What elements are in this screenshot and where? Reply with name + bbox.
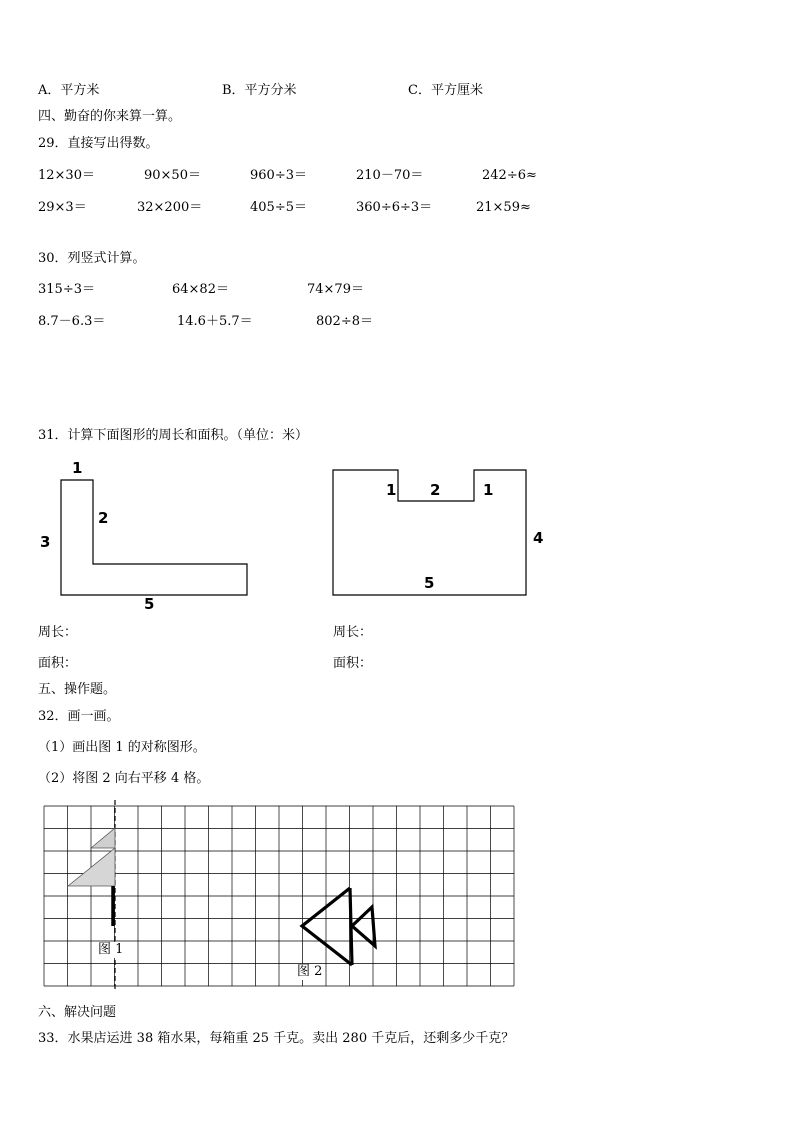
figure-2-big-triangle [302, 888, 352, 965]
area-label-2: 面积： [333, 656, 373, 671]
q29-expr: 12×30＝ [38, 168, 95, 183]
q30-expr: 14.6＋5.7＝ [177, 314, 253, 329]
fig1-label-inner: 2 [98, 509, 109, 527]
q29-expr: 210－70＝ [356, 168, 424, 183]
option-b: B．平方分米 [222, 83, 297, 98]
q30-expr: 74×79＝ [307, 282, 364, 297]
option-a: A．平方米 [38, 83, 100, 98]
q29-expr: 960÷3＝ [250, 168, 307, 183]
q30-expr: 8.7－6.3＝ [38, 314, 106, 329]
q29-expr: 90×50＝ [144, 168, 201, 183]
fig2-label-right: 4 [533, 529, 544, 547]
figure-1-upper-triangle [91, 828, 115, 848]
figure-1-caption: 图 1 [98, 942, 124, 957]
perimeter-label-1: 周长： [38, 625, 78, 640]
figure-1-lower-triangle [68, 848, 115, 886]
fig1-label-bottom: 5 [144, 595, 155, 613]
q32-part1: （1）画出图 1 的对称图形。 [38, 740, 206, 755]
fig2-label-notch-mid: 2 [430, 481, 441, 499]
fig2-label-notch-right: 1 [483, 481, 494, 499]
q29-expr: 242÷6≈ [482, 168, 537, 183]
section-5-title: 五、操作题。 [38, 682, 117, 697]
fig1-label-left: 3 [40, 533, 51, 551]
figure-2-small-triangle [352, 907, 375, 946]
section-4-title: 四、勤奋的你来算一算。 [38, 109, 182, 124]
q29-expr: 405÷5＝ [250, 200, 307, 215]
option-c: C．平方厘米 [408, 83, 483, 98]
figure-2-caption: 图 2 [297, 964, 323, 979]
area-label-1: 面积： [38, 656, 78, 671]
q31-title: 31．计算下面图形的周长和面积。（单位：米） [38, 428, 309, 443]
q30-title: 30．列竖式计算。 [38, 251, 146, 266]
q29-expr: 21×59≈ [476, 200, 531, 215]
perimeter-label-2: 周长： [333, 625, 373, 640]
q30-expr: 802÷8＝ [316, 314, 373, 329]
q29-title: 29．直接写出得数。 [38, 136, 159, 151]
fig2-label-notch-left: 1 [386, 481, 397, 499]
q30-expr: 64×82＝ [172, 282, 229, 297]
q29-expr: 360÷6÷3＝ [356, 200, 433, 215]
q29-expr: 29×3＝ [38, 200, 87, 215]
q33-text: 33．水果店运进 38 箱水果，每箱重 25 千克。卖出 280 千克后，还剩多少千克？ [38, 1031, 515, 1046]
q32-part2: （2）将图 2 向右平移 4 格。 [38, 771, 210, 786]
q30-expr: 315÷3＝ [38, 282, 95, 297]
q29-expr: 32×200＝ [137, 200, 203, 215]
section-6-title: 六、解决问题 [38, 1005, 117, 1020]
fig2-label-bottom: 5 [424, 574, 435, 592]
q32-title: 32．画一画。 [38, 709, 120, 724]
fig1-label-top: 1 [72, 459, 83, 477]
